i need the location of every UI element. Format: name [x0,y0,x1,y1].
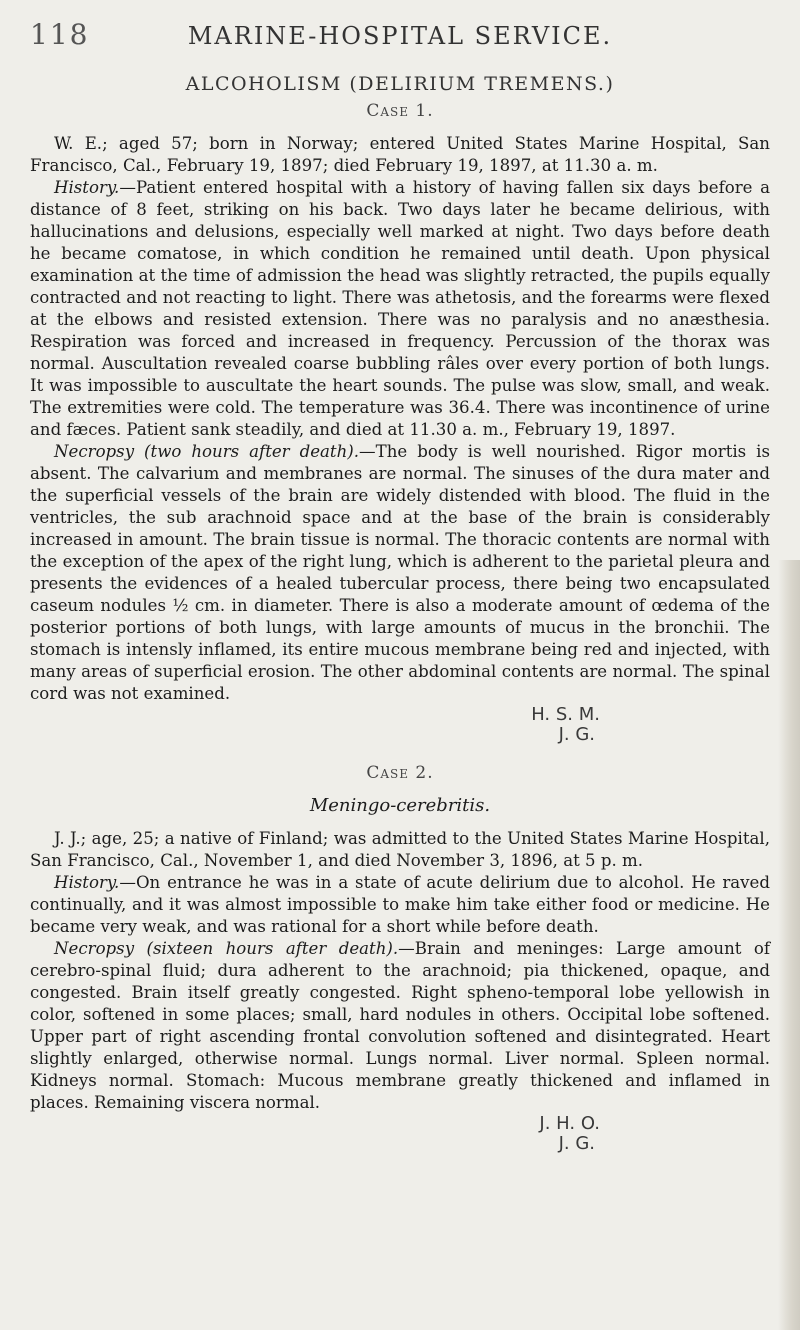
case-2-signature-1: J. H. O. [539,1113,600,1134]
case-1-necropsy-text: —The body is well nourished. Rigor mortis is absent. The calvarium and membranes are normal. The sinuses of the dura mater and the superficial vessels of the brain are widely distended with blood. The fluid in the ventricles, the sub arachnoid space and at the base of the brain is considerably increased in amount. The brain tissue is normal. The thoracic contents are normal with the exception of the apex of the right lung, which is adherent to the parietal pleura and presents the evidences of a healed tubercular process, there being two encapsulated caseum nodules ½ cm. in diameter. There is also a moderate amount of œdema of the posterior portions of both lungs, with large amounts of mucus in the bronchii. The stomach is intensly inflamed, its entire mucous membrane being red and injected, with many areas of superficial erosion. The other abdominal contents are normal. The spinal cord was not examined. [30,442,770,703]
document-page [30,18,770,1154]
case-2-history-text: —On entrance he was in a state of acute delirium due to alcohol. He raved continually, and it was almost impossible to make him take either food or medicine. He became very weak, and was rational for a short while before death. [30,873,770,936]
case-2-signature-2: J. G. [558,1133,595,1154]
running-title: MARINE-HOSPITAL SERVICE. [187,22,613,50]
case-1-history-text: —Patient entered hospital with a history of having fallen six days before a distance of 8 feet, striking on his back. Two days later he became delirious, with hallucinations and delusions, especially well marked at night. Two days before death he became comatose, in which condition he remained until death. Upon physical examination at the time of admission the head was slightly retracted, the pupils equally contracted and not reacting to light. There was athetosis, and the forearms were flexed at the elbows and resisted extension. There was no paralysis and no anæsthesia. Respiration was forced and increased in frequency. Percussion of the thorax was normal. Auscultation revealed coarse bubbling râles over every portion of both lungs. It was impossible to auscultate the heart sounds. The pulse was slow, small, and weak. The extremities were cold. The temperature was 36.4. There was incontinence of urine and fæces. Patient sank steadily, and died at 11.30 a. m., February 19, 1897. [30,178,770,439]
case-2-necropsy-lead: Necropsy (sixteen hours after death). [54,939,399,958]
case-1-history [30,177,770,441]
case-1-signature-1: H. S. M. [531,704,600,725]
case-2-title: Case 2. [366,763,434,783]
case-1-signature-2: J. G. [558,724,595,745]
page-number: 118 [30,18,90,51]
case-2-subtitle: Meningo-cerebritis. [309,795,491,816]
case-1-history-lead: History. [54,178,120,197]
page-header [30,18,770,51]
page-edge-shadow [778,560,800,1330]
section-title: ALCOHOLISM (DELIRIUM TREMENS.) [185,73,615,95]
case-2-history-lead: History. [54,873,120,892]
case-2-necropsy-text: —Brain and meninges: Large amount of cerebro-spinal fluid; dura adherent to the arachnoid; pia thickened, opaque, and congested. Brain itself greatly congested. Right spheno-temporal lobe yellowish in color, softened in some places; small, hard nodules in others. Occipital lobe softened. Upper part of right ascending frontal convolution softened and disintegrated. Heart slightly enlarged, otherwise normal. Lungs normal. Liver normal. Spleen normal. Kidneys normal. Stomach: Mucous membrane greatly thickened and inflamed in places. Remaining viscera normal. [30,939,770,1112]
case-1-intro: W. E.; aged 57; born in Norway; entered United States Marine Hospital, San Francisco, Cal., February 19, 1897; died February 19, 1897, at 11.30 a. m. [30,134,770,175]
case-2-history [30,872,770,938]
case-2-necropsy [30,938,770,1114]
case-1-title: Case 1. [366,101,434,121]
case-1-necropsy-lead: Necropsy (two hours after death). [54,442,360,461]
case-2-intro: J. J.; age, 25; a native of Finland; was admitted to the United States Marine Hospital, San Francisco, Cal., November 1, and died November 3, 1896, at 5 p. m. [30,829,770,870]
case-1-necropsy [30,441,770,705]
